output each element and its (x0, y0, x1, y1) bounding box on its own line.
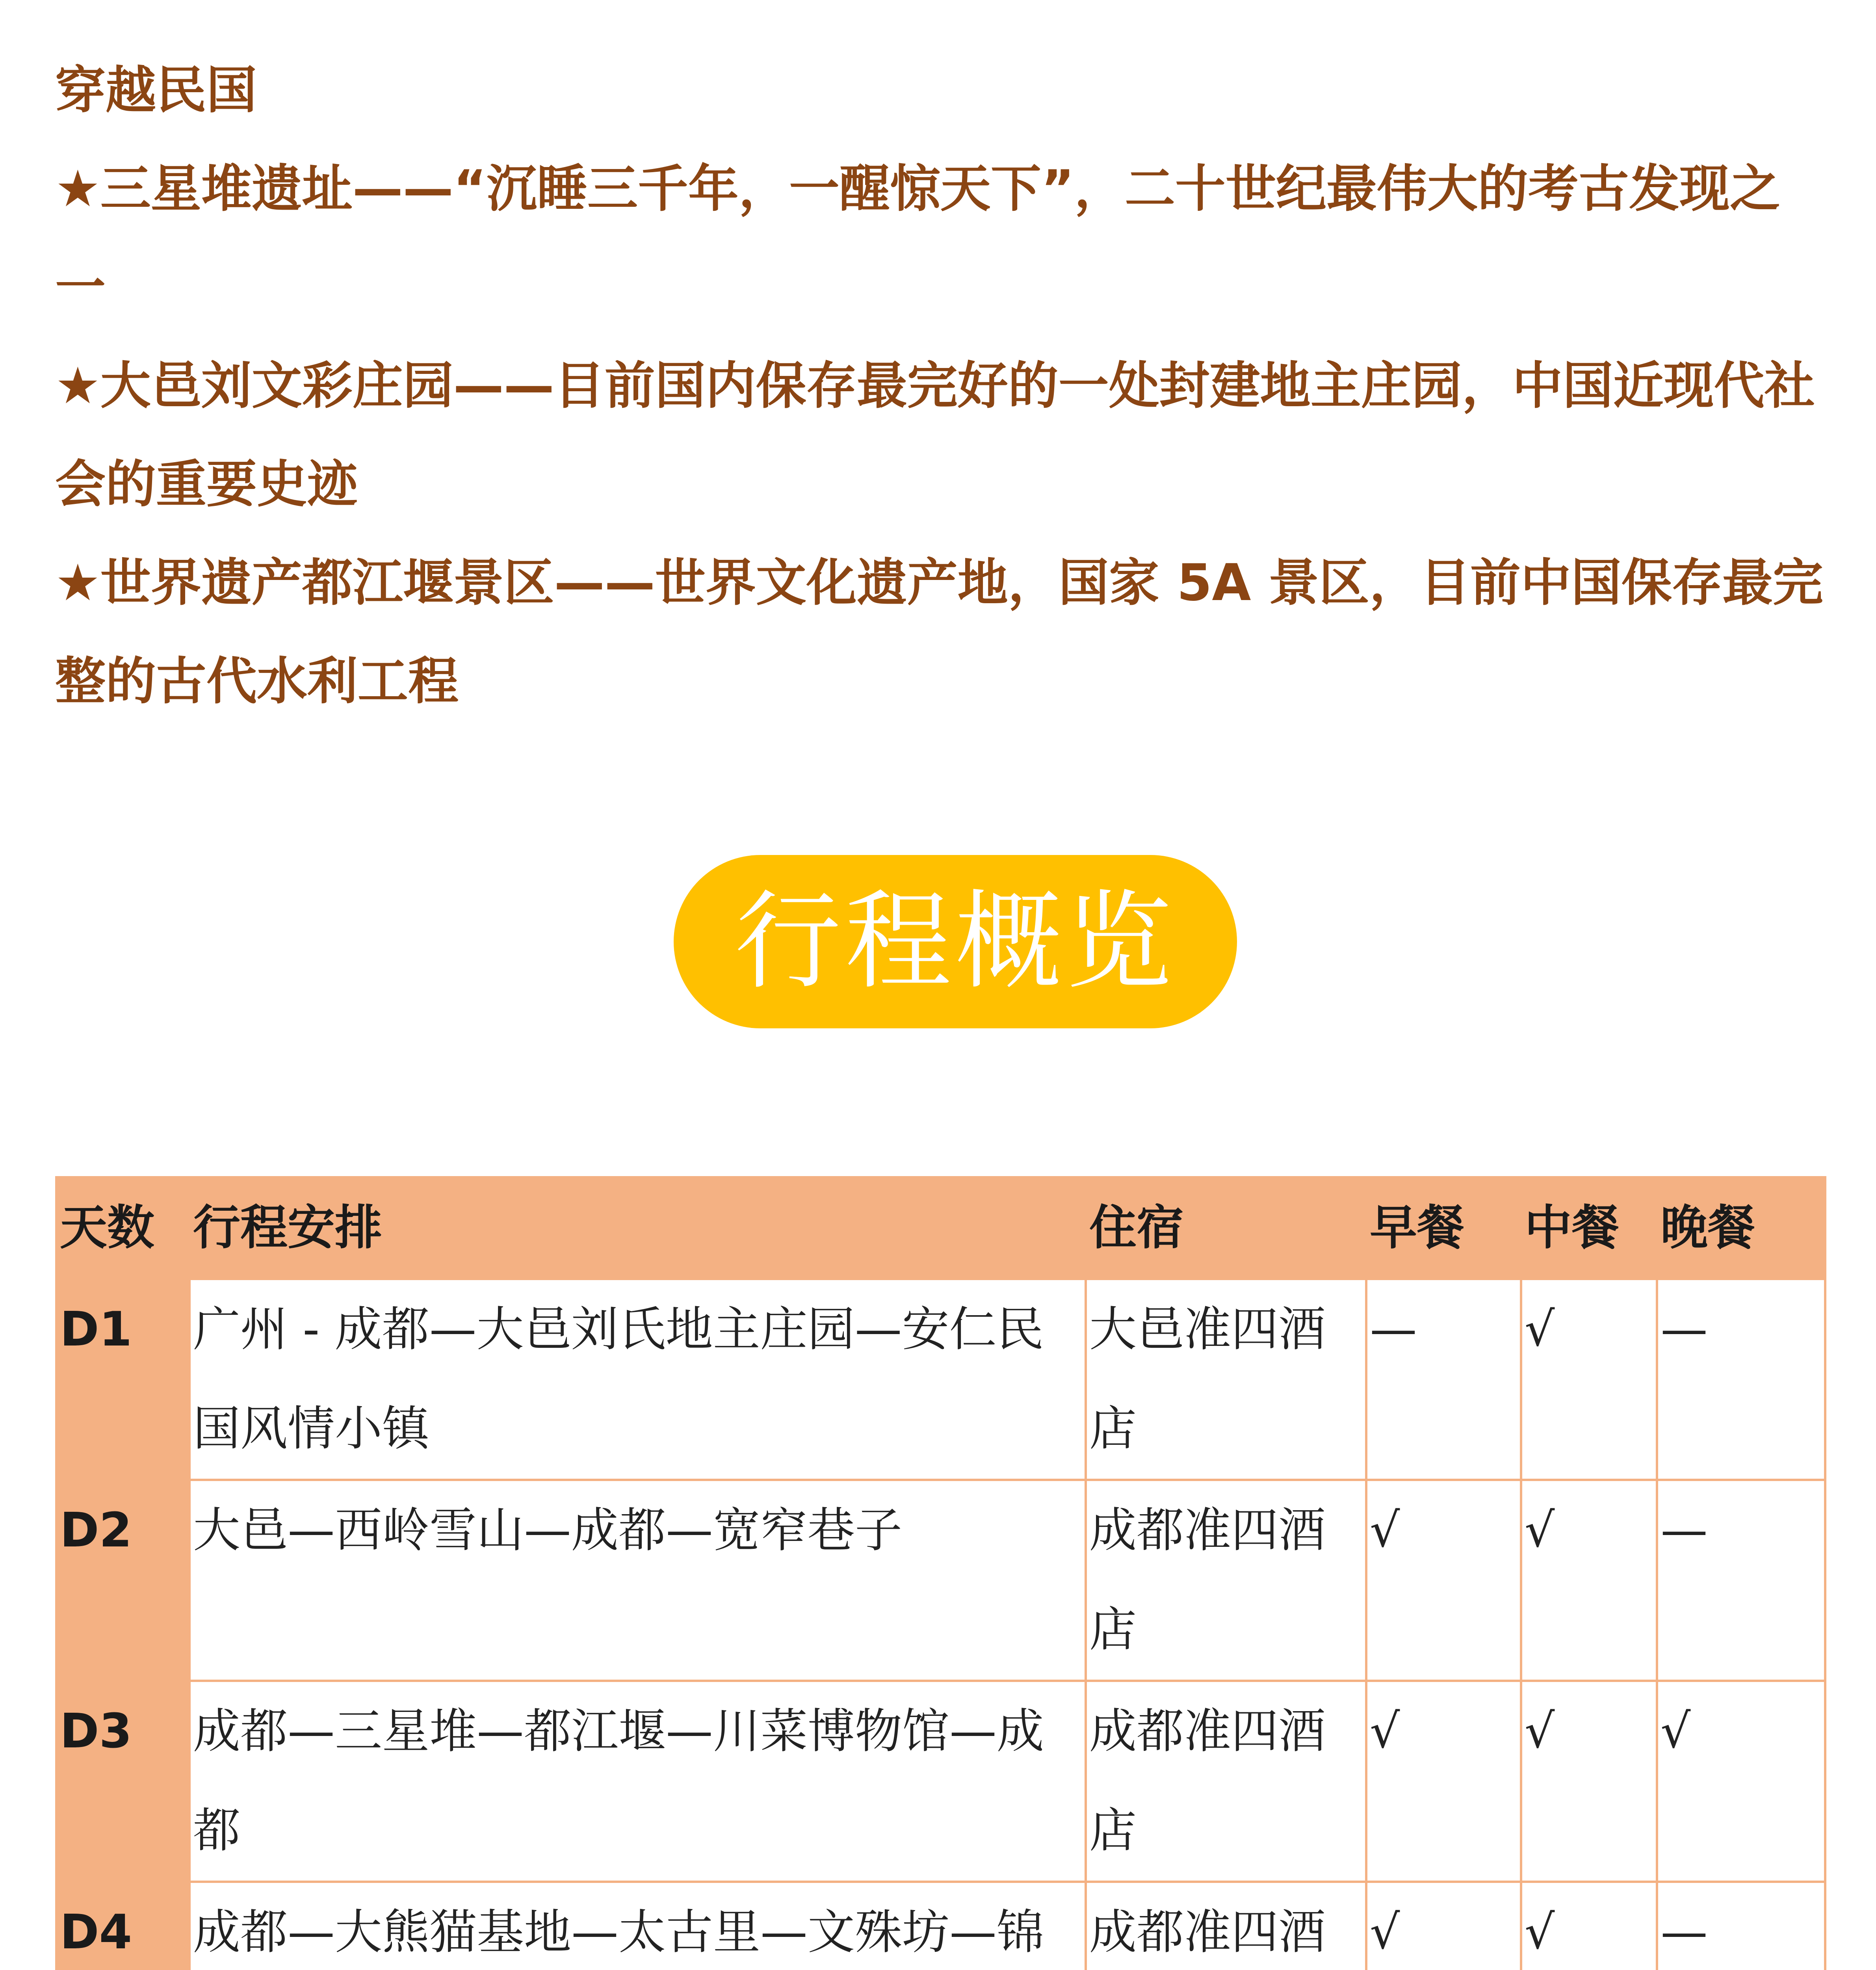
dinner-cell: — (1657, 1279, 1825, 1480)
lunch-cell: √ (1521, 1882, 1657, 1970)
lunch-cell: √ (1521, 1279, 1657, 1480)
header-day: 天数 (56, 1177, 189, 1279)
schedule-cell: 广州 - 成都—大邑刘氏地主庄园—安仁民国风情小镇 (189, 1279, 1086, 1480)
highlight-liu-manor: ★大邑刘文彩庄园——目前国内保存最完好的一处封建地主庄园，中国近现代社会的重要史迹 (55, 357, 1815, 514)
dinner-cell: — (1657, 1480, 1825, 1681)
schedule-cell: 成都—大熊猫基地—太古里—文殊坊—锦 (189, 1882, 1086, 1970)
day-cell: D2 (56, 1480, 189, 1681)
day-cell: D3 (56, 1681, 189, 1882)
table-header-row (56, 1177, 1825, 1279)
schedule-cell: 大邑—西岭雪山—成都—宽窄巷子 (189, 1480, 1086, 1681)
table-row (56, 1279, 1825, 1480)
schedule-cell: 成都—三星堆—都江堰—川菜博物馆—成都 (189, 1681, 1086, 1882)
header-schedule: 行程安排 (189, 1177, 1086, 1279)
highlight-sanxingdui: ★三星堆遗址——“沉睡三千年，一醒惊天下”，二十世纪最伟大的考古发现之一 (55, 160, 1780, 317)
header-lunch: 中餐 (1521, 1177, 1657, 1279)
lodging-cell: 成都准四酒 (1086, 1882, 1366, 1970)
lodging-cell: 成都准四酒店 (1086, 1480, 1366, 1681)
lunch-cell: √ (1521, 1681, 1657, 1882)
lodging-cell: 大邑准四酒店 (1086, 1279, 1366, 1480)
breakfast-cell: — (1366, 1279, 1521, 1480)
header-breakfast: 早餐 (1366, 1177, 1521, 1279)
dinner-cell: √ (1657, 1681, 1825, 1882)
itinerary-table (55, 1176, 1826, 1970)
highlight-dujiangyan: ★世界遗产都江堰景区——世界文化遗产地，国家 5A 景区，目前中国保存最完整的古代水利工程 (55, 554, 1824, 711)
breakfast-cell: √ (1366, 1882, 1521, 1970)
day-cell: D1 (56, 1279, 189, 1480)
day-cell: D4 (56, 1882, 189, 1970)
table-row (56, 1480, 1825, 1681)
header-dinner: 晚餐 (1657, 1177, 1825, 1279)
section-heading-overview: 行程概览 (674, 855, 1237, 1028)
intro-title: 穿越民国 (55, 61, 257, 120)
table-row (56, 1882, 1825, 1970)
breakfast-cell: √ (1366, 1480, 1521, 1681)
intro-highlights (55, 41, 1824, 731)
dinner-cell: — (1657, 1882, 1825, 1970)
breakfast-cell: √ (1366, 1681, 1521, 1882)
header-lodging: 住宿 (1086, 1177, 1366, 1279)
lunch-cell: √ (1521, 1480, 1657, 1681)
table-row (56, 1681, 1825, 1882)
lodging-cell: 成都准四酒店 (1086, 1681, 1366, 1882)
